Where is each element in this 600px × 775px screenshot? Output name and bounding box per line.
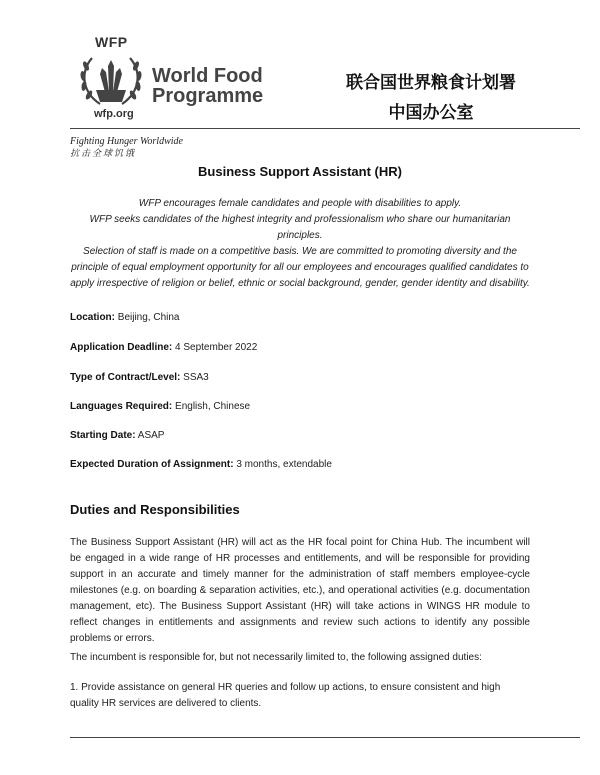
chinese-title-line1: 联合国世界粮食计划署: [346, 73, 516, 93]
field-value: Beijing, China: [115, 312, 180, 323]
logo-name-line1: World Food: [152, 65, 263, 87]
footer-divider: [70, 737, 580, 738]
logo-name-line2: Programme: [152, 85, 264, 107]
intro-line: WFP encourages female candidates and people with disabilities to apply.: [138, 198, 462, 209]
field-value: English, Chinese: [172, 401, 251, 412]
tagline-english: Fighting Hunger Worldwide: [70, 136, 183, 147]
logo-name: [152, 66, 263, 106]
header-divider: [70, 128, 580, 129]
logo-acronym: WFP: [95, 34, 128, 50]
tagline: [70, 135, 183, 161]
field-contract-level: [70, 372, 209, 383]
field-label: Expected Duration of Assignment:: [70, 459, 234, 470]
section-title-duties: Duties and Responsibilities: [70, 502, 240, 517]
logo-url: wfp.org: [94, 108, 134, 120]
tagline-chinese: 抗击全球饥饿: [70, 149, 137, 159]
field-label: Application Deadline:: [70, 342, 173, 353]
field-value: 3 months, extendable: [233, 459, 332, 470]
field-label: Type of Contract/Level:: [70, 372, 181, 383]
duties-intro-line: The incumbent is responsible for, but not necessarily limited to, the following assigned duties:: [70, 652, 482, 663]
field-value: SSA3: [180, 372, 209, 383]
field-duration: [70, 459, 332, 470]
intro-statement: [70, 196, 530, 292]
chinese-office-title: [346, 68, 516, 128]
intro-line: Selection of staff is made on a competitive basis. We are committed to promoting diversity and the principle of equal employment opportunity for all our employees and encourages qualified candidates to apply irrespective of religion or belief, ethnic or social background, gender, gender identity and disability.: [70, 246, 530, 289]
chinese-title-line2: 中国办公室: [388, 103, 474, 123]
job-title: Business Support Assistant (HR): [198, 164, 402, 179]
wfp-logo: [74, 34, 274, 122]
field-languages: [70, 401, 250, 412]
field-label: Languages Required:: [70, 401, 173, 412]
field-value: ASAP: [135, 430, 165, 441]
duties-paragraph: The Business Support Assistant (HR) will act as the HR focal point for China Hub. The incumbent will be engaged in a wide range of HR processes and entitlements, and will be responsible for providing support in an accurate and timely manner for the administration of staff members employee-cycle milestones (e.g. on boarding & separation activities, etc.), and operational activities (e.g. documentation management, etc). The Business Support Assistant (HR) will take actions in WINGS HR module to reflect changes in entitlements and assignments and review such actions to identify any possible problems or errors.: [70, 537, 530, 644]
field-location: [70, 312, 179, 323]
wheat-wreath-icon: [78, 52, 144, 108]
field-value: 4 September 2022: [172, 342, 258, 353]
field-label: Starting Date:: [70, 430, 136, 441]
field-application-deadline: [70, 342, 257, 353]
duty-item: 1. Provide assistance on general HR queries and follow up actions, to ensure consistent and high quality HR services are delivered to clients.: [70, 682, 501, 709]
field-starting-date: [70, 430, 164, 441]
field-label: Location:: [70, 312, 115, 323]
intro-line: WFP seeks candidates of the highest integrity and professionalism who share our humanitarian principles.: [89, 214, 511, 241]
